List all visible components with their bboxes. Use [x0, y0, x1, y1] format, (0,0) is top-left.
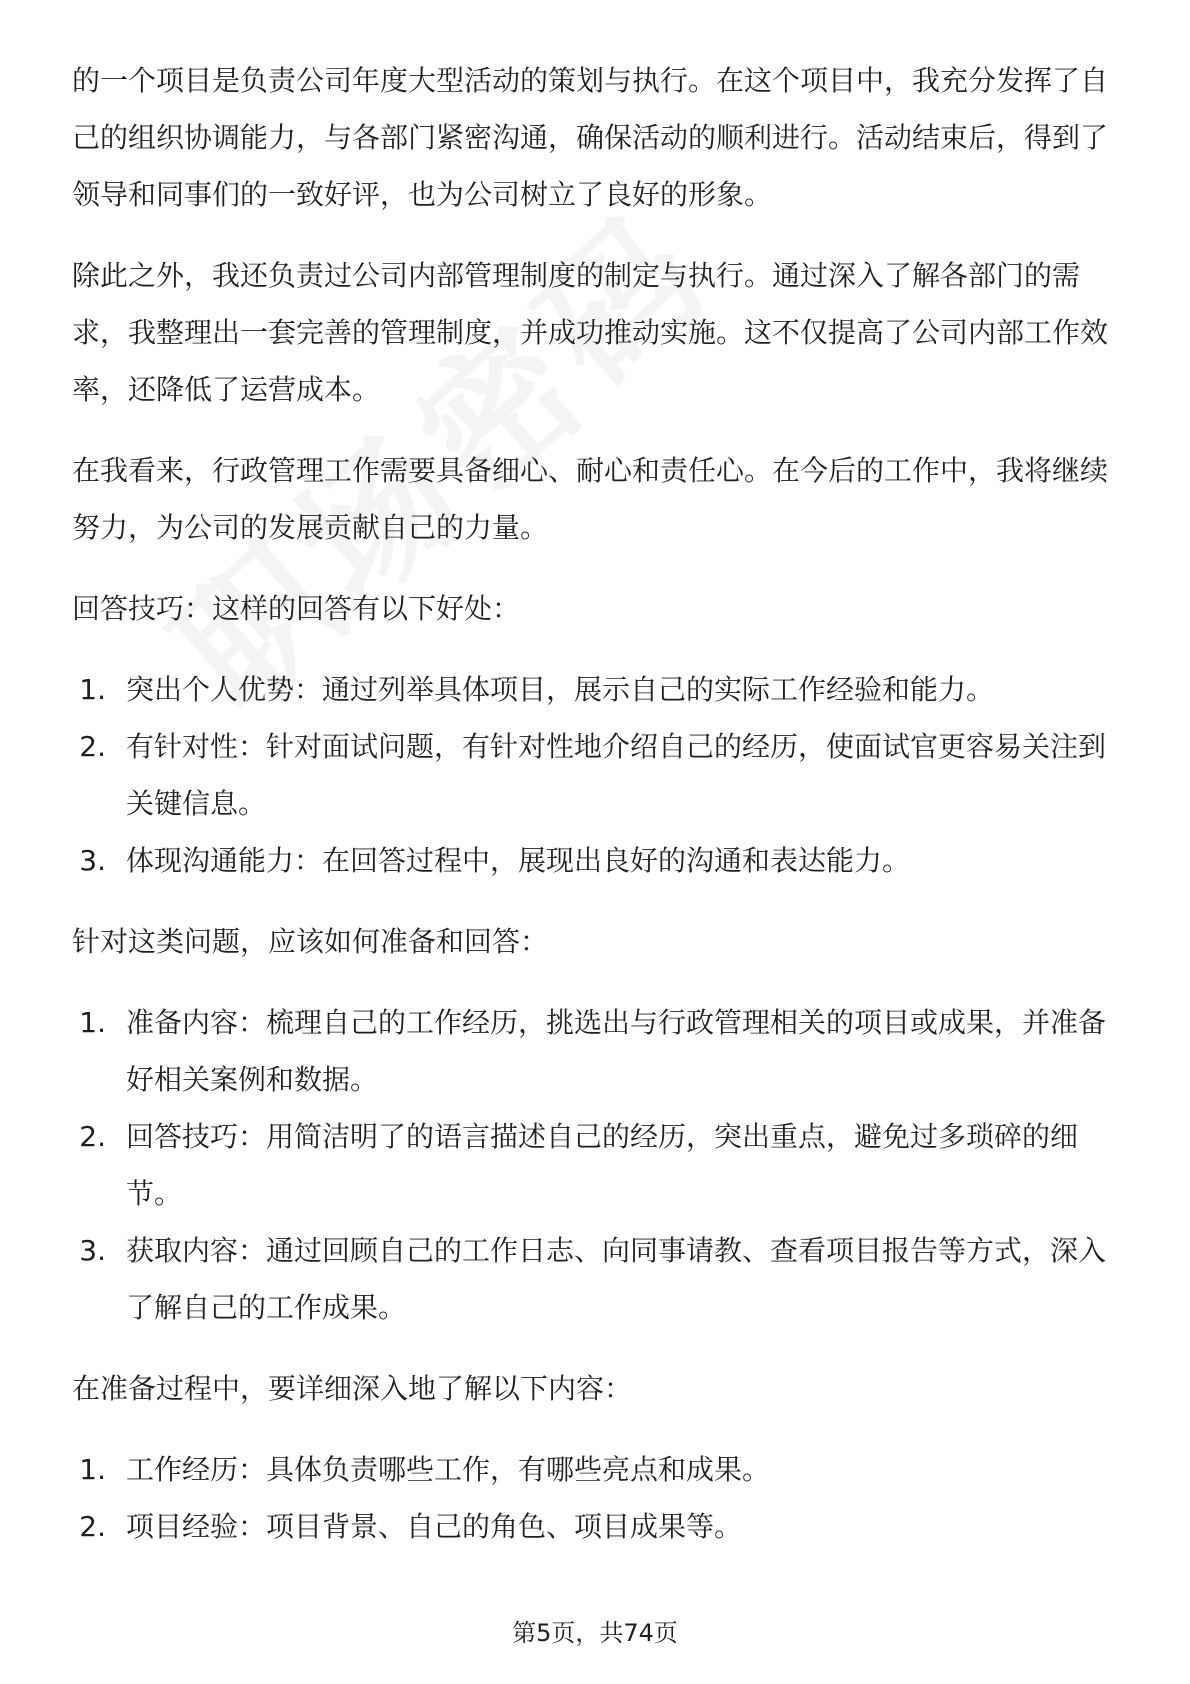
list-item-text: 准备内容：梳理自己的工作经历，挑选出与行政管理相关的项目或成果，并准备好相关案例和数据。 [126, 1006, 1107, 1096]
list-item-text: 回答技巧：用简洁明了的语言描述自己的经历，突出重点，避免过多琐碎的细节。 [126, 1120, 1079, 1210]
list-item-text: 体现沟通能力：在回答过程中，展现出良好的沟通和表达能力。 [126, 844, 911, 877]
paragraph-preparation-heading: 针对这类问题，应该如何准备和回答： [72, 925, 549, 958]
list-item [72, 661, 1120, 718]
list-item [72, 832, 1120, 889]
list-item-number: 1. [79, 673, 106, 706]
list-item-text: 突出个人优势：通过列举具体项目，展示自己的实际工作经验和能力。 [126, 673, 995, 706]
answer-benefits-list [72, 661, 1120, 889]
paragraph-answer-tips-heading: 回答技巧：这样的回答有以下好处： [72, 592, 521, 625]
list-item-number: 2. [79, 730, 106, 763]
document-body [72, 52, 1120, 1579]
list-item-number: 3. [79, 1234, 106, 1267]
list-item-text: 项目经验：项目背景、自己的角色、项目成果等。 [126, 1510, 743, 1543]
list-item-number: 3. [79, 844, 106, 877]
list-item [72, 1222, 1120, 1336]
list-item-number: 1. [79, 1453, 106, 1486]
paragraph-management-system: 除此之外，我还负责过公司内部管理制度的制定与执行。通过深入了解各部门的需求，我整理出一套完善的管理制度，并成功推动实施。这不仅提高了公司内部工作效率，还降低了运营成本。 [72, 259, 1109, 406]
list-item-text: 工作经历：具体负责哪些工作，有哪些亮点和成果。 [126, 1453, 771, 1486]
list-item-text: 获取内容：通过回顾自己的工作日志、向同事请教、查看项目报告等方式，深入了解自己的工作成果。 [126, 1234, 1107, 1324]
paragraph-details-heading: 在准备过程中，要详细深入地了解以下内容： [72, 1372, 633, 1405]
list-item-number: 1. [79, 1006, 106, 1039]
list-item [72, 718, 1120, 832]
list-item [72, 1108, 1120, 1222]
paragraph-personal-view: 在我看来，行政管理工作需要具备细心、耐心和责任心。在今后的工作中，我将继续努力，为公司的发展贡献自己的力量。 [72, 454, 1109, 544]
paragraph-project-experience: 的一个项目是负责公司年度大型活动的策划与执行。在这个项目中，我充分发挥了自己的组织协调能力，与各部门紧密沟通，确保活动的顺利进行。活动结束后，得到了领导和同事们的一致好评，也为公司树立了良好的形象。 [72, 64, 1109, 211]
list-item-number: 2. [79, 1120, 106, 1153]
list-item-number: 2. [79, 1510, 106, 1543]
page-number-footer: 第5页，共74页 [512, 1619, 678, 1647]
list-item [72, 1441, 1120, 1498]
list-item [72, 994, 1120, 1108]
list-item-text: 有针对性：针对面试问题，有针对性地介绍自己的经历，使面试官更容易关注到关键信息。 [126, 730, 1107, 820]
preparation-steps-list [72, 994, 1120, 1336]
details-list [72, 1441, 1120, 1555]
list-item [72, 1498, 1120, 1555]
